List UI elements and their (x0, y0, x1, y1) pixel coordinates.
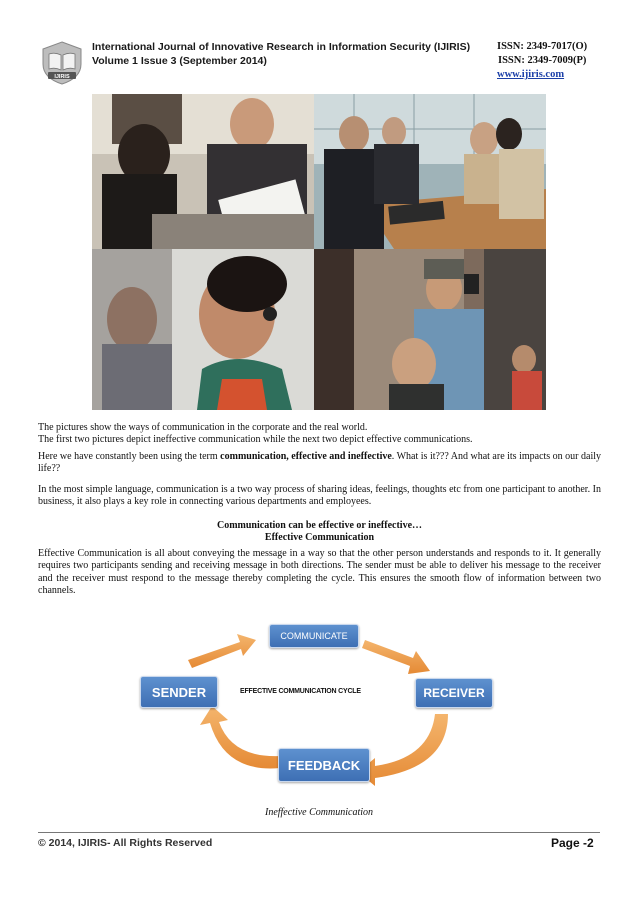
sender-box: SENDER (140, 676, 218, 708)
journal-logo (39, 40, 85, 86)
communication-cycle-diagram (130, 618, 485, 793)
question-paragraph (38, 451, 601, 476)
arrow-sender-to-communicate (188, 634, 256, 668)
page-number: Page -2 (551, 836, 594, 850)
journal-url-link[interactable]: www.ijiris.com (497, 69, 565, 80)
effective-communication-paragraph: Effective Communication is all about conveying the message in a way so that the other person understands and responds to it. It generally requires two participants sending and receiving message in both directions. The sender must be able to deliver his message to the receiver and the receiver must respond to the message thereby completing the cycle. This ensures the smooth flow of information between two channels. (38, 548, 601, 596)
arrow-receiver-to-feedback (358, 714, 448, 786)
photo-call-center (92, 249, 314, 410)
journal-name: International Journal of Innovative Research in Information Security (IJIRIS) (92, 41, 471, 53)
definition-paragraph: In the most simple language, communication is a two way process of sharing ideas, feelings, thoughts etc from one participant to another. In business, it also plays a key role in connecting various departments and employees. (38, 484, 601, 508)
arrow-feedback-to-sender (200, 706, 280, 768)
journal-title (92, 40, 470, 68)
issn-print: ISSN: 2349-7009(P) (498, 55, 587, 66)
section-heading (38, 520, 601, 545)
footer-copyright: © 2014, IJIRIS- All Rights Reserved (38, 837, 213, 849)
question-text-a: Here we have constantly been using the term (38, 451, 221, 462)
heading-effective-or-ineffective: Communication can be effective or ineffective… (216, 520, 423, 531)
photo-collage (92, 94, 546, 410)
footer-divider (38, 832, 600, 833)
communicate-box: COMMUNICATE (269, 624, 359, 648)
issn-block (497, 40, 587, 82)
heading-effective-communication: Effective Communication (264, 532, 375, 544)
intro-line-1: The pictures show the ways of communication in the corporate and the real world. (38, 422, 368, 433)
cycle-center-label: EFFECTIVE COMMUNICATION CYCLE (240, 688, 361, 695)
intro-line-2: The first two pictures depict ineffective communication while the next two depict effective communications. (38, 434, 473, 446)
arrow-communicate-to-receiver (362, 640, 430, 674)
journal-issue: Volume 1 Issue 3 (September 2014) (92, 55, 267, 67)
question-text-b: . What is it??? And what are its impacts on our daily life?? (38, 451, 602, 475)
intro-paragraph (38, 422, 601, 447)
photo-meeting-table (314, 94, 546, 249)
receiver-box: RECEIVER (415, 678, 493, 708)
figure-caption: Ineffective Communication (264, 807, 374, 818)
question-text-bold: communication, effective and ineffective (220, 451, 392, 462)
logo-text: IJIRIS (54, 74, 70, 80)
photo-office-argument (92, 94, 314, 249)
issn-online: ISSN: 2349-7017(O) (497, 41, 588, 52)
feedback-box: FEEDBACK (278, 748, 370, 782)
photo-man-with-camera (314, 249, 546, 410)
